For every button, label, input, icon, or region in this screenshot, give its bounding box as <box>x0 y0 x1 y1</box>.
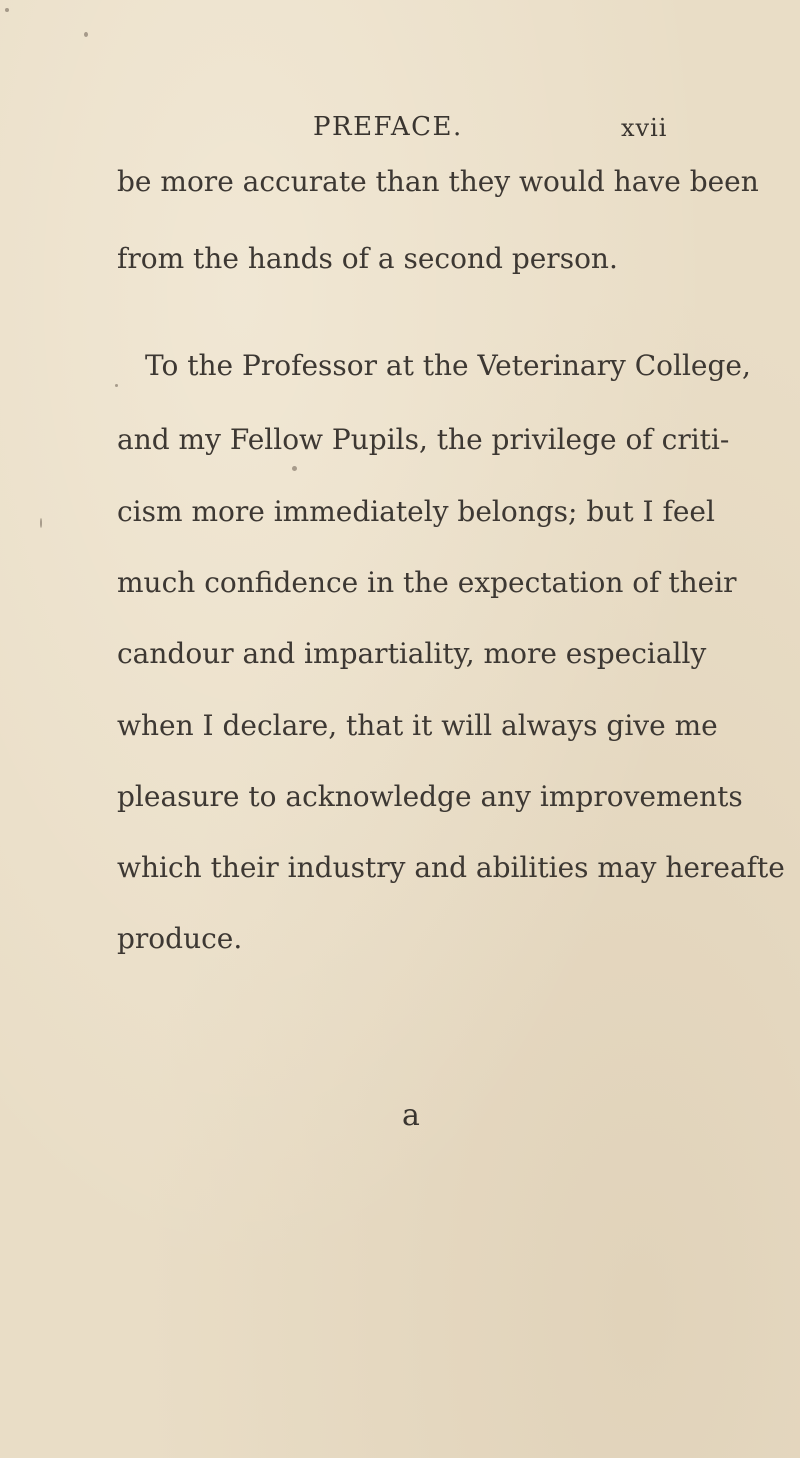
page-title: PREFACE. <box>313 112 463 142</box>
paper-speck <box>5 8 9 12</box>
text-line-7: candour and impartiality, more especially <box>117 637 707 670</box>
paper-speck <box>292 466 297 471</box>
text-line-3: To the Professor at the Veterinary College, <box>145 349 751 382</box>
text-line-2: from the hands of a second person. <box>117 242 618 275</box>
text-line-1: be more accurate than they would have been <box>117 165 759 198</box>
paper-speck <box>115 384 118 387</box>
paper-speck <box>40 518 42 528</box>
text-line-6: much confidence in the expectation of their <box>117 566 737 599</box>
text-line-5: cism more immediately belongs; but I feel <box>117 495 715 528</box>
text-line-10: which their industry and abilities may hereafte <box>117 851 785 884</box>
signature-mark: a <box>402 1098 420 1133</box>
text-line-9: pleasure to acknowledge any improvements <box>117 780 743 813</box>
page-number: xvii <box>621 114 668 142</box>
running-head <box>0 112 800 152</box>
text-line-4: and my Fellow Pupils, the privilege of criti- <box>117 423 730 456</box>
paper-speck <box>84 32 88 37</box>
text-line-8: when I declare, that it will always give me <box>117 709 718 742</box>
text-line-11: produce. <box>117 922 243 955</box>
